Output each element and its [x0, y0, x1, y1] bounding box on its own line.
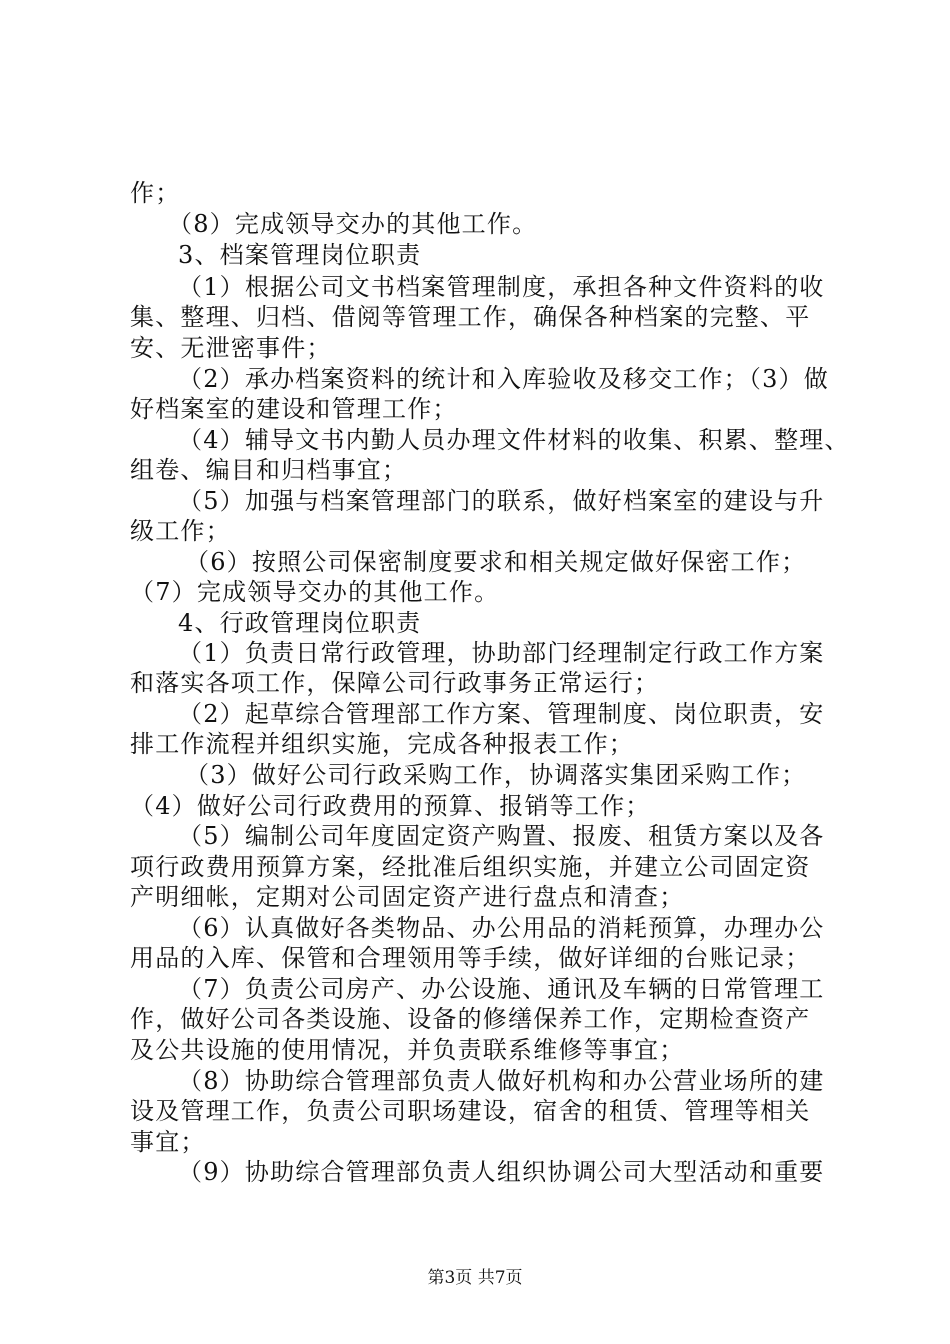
text-line: 产明细帐，定期对公司固定资产进行盘点和清查； — [130, 883, 685, 911]
text-line: （6）认真做好各类物品、办公用品的消耗预算，办理办公 — [178, 914, 825, 942]
section-heading: 3、档案管理岗位职责 — [178, 241, 422, 269]
text-line: 用品的入库、保管和合理领用等手续，做好详细的台账记录； — [130, 944, 811, 972]
text-line: 和落实各项工作，保障公司行政事务正常运行； — [130, 669, 660, 697]
text-line: 作，做好公司各类设施、设备的修缮保养工作，定期检查资产 — [130, 1005, 811, 1033]
text-line: （6）按照公司保密制度要求和相关规定做好保密工作； — [185, 548, 807, 576]
text-line: （9）协助综合管理部负责人组织协调公司大型活动和重要 — [178, 1158, 825, 1186]
text-line: 级工作； — [130, 517, 231, 545]
text-line: 好档案室的建设和管理工作； — [130, 395, 458, 423]
text-line: （3）做好公司行政采购工作，协调落实集团采购工作； — [185, 761, 807, 789]
text-line: （2）承办档案资料的统计和入库验收及移交工作；（3）做 — [178, 365, 829, 393]
text-line: 事宜； — [130, 1128, 206, 1156]
text-line: （8）完成领导交办的其他工作。 — [168, 210, 538, 238]
text-line: 及公共设施的使用情况，并负责联系维修等事宜； — [130, 1036, 685, 1064]
text-line: （7）完成领导交办的其他工作。 — [130, 578, 500, 606]
text-line: （7）负责公司房产、办公设施、通讯及车辆的日常管理工 — [178, 975, 825, 1003]
text-line: 安、无泄密事件； — [130, 334, 332, 362]
section-heading: 4、行政管理岗位职责 — [178, 609, 422, 637]
text-line: 集、整理、归档、借阅等管理工作，确保各种档案的完整、平 — [130, 303, 811, 331]
text-line: （4）做好公司行政费用的预算、报销等工作； — [130, 792, 651, 820]
text-line: 项行政费用预算方案，经批准后组织实施，并建立公司固定资 — [130, 853, 811, 881]
text-line: 作； — [130, 179, 181, 207]
text-line: 组卷、编目和归档事宜； — [130, 456, 408, 484]
text-line: 排工作流程并组织实施，完成各种报表工作； — [130, 730, 634, 758]
text-line: （5）加强与档案管理部门的联系，做好档案室的建设与升 — [178, 487, 825, 515]
text-line: （5）编制公司年度固定资产购置、报废、租赁方案以及各 — [178, 822, 825, 850]
text-line: （1）负责日常行政管理，协助部门经理制定行政工作方案 — [178, 639, 825, 667]
page-number-footer: 第3页 共7页 — [427, 1268, 523, 1288]
text-line: （1）根据公司文书档案管理制度，承担各种文件资料的收 — [178, 273, 825, 301]
text-line: （8）协助综合管理部负责人做好机构和办公营业场所的建 — [178, 1067, 825, 1095]
text-line: （4）辅导文书内勤人员办理文件材料的收集、积累、整理、 — [178, 426, 850, 454]
text-line: （2）起草综合管理部工作方案、管理制度、岗位职责，安 — [178, 700, 825, 728]
text-line: 设及管理工作，负责公司职场建设，宿舍的租赁、管理等相关 — [130, 1097, 811, 1125]
